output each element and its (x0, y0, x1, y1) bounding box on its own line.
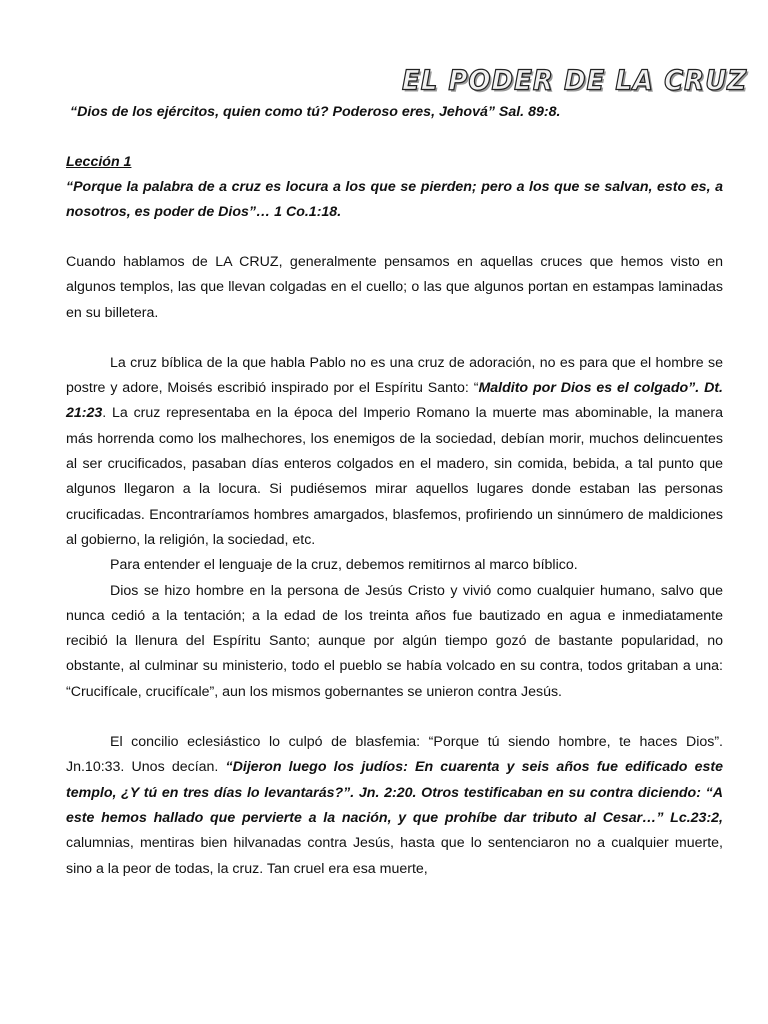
paragraph-2-text-b: . La cruz representaba en la época del Imperio Romano la muerte mas abominable, la manera más horrenda como los malhechores, los enemigos de la sociedad, debían morir, muchos delincuentes al ser crucificados, pasaban días enteros colgados en el madero, sin comida, bebida, a tal punto que algunos llegaron a la locura. Si pudiésemos mirar aquellos lugares donde estaban las personas crucificadas. Encontraríamos hombres amargados, blasfemos, profiriendo un sinnúmero de maldiciones al gobierno, la religión, la sociedad, etc. (66, 405, 723, 548)
document-title: EL PODER DE LA CRUZ (402, 65, 748, 97)
paragraph-5-text-b: calumnias, mentiras bien hilvanadas contra Jesús, hasta que lo sentenciaron no a cualquier muerte, sino a la peor de todas, la cruz. Tan cruel era esa muerte, (66, 835, 723, 877)
paragraph-5 (66, 730, 723, 882)
lesson-key-verse: “Porque la palabra de a cruz es locura a los que se pierden; pero a los que se salvan, esto es, a nosotros, es poder de Dios”… 1 Co.1:18. (66, 179, 723, 221)
body-text (66, 250, 723, 882)
paragraph-3: Para entender el lenguaje de la cruz, debemos remitirnos al marco bíblico. (110, 557, 578, 574)
paragraph-4: Dios se hizo hombre en la persona de Jesús Cristo y vivió como cualquier humano, salvo que nunca cedió a la tentación; a la edad de los treinta años fue bautizado en agua e inmediatamente recibió la llenura del Espíritu Santo; aunque por algún tiempo gozó de bastante popularidad, no obstante, al culminar su ministerio, todo el pueblo se había volcado en su contra, todos gritaban a una: “Crucifícale, crucifícale”, aun los mismos gobernantes se unieron contra Jesús. (66, 582, 723, 700)
epigraph: “Dios de los ejércitos, quien como tú? Poderoso eres, Jehová” Sal. 89:8. (70, 104, 561, 120)
paragraph-5-citation: “Dijeron luego los judíos: En cuarenta y seis años fue edificado este templo, ¿Y tú en tres días lo levantarás?”. Jn. 2:20. Otros testificaban en su contra diciendo: “A este hemos hallado que pervierte a la nación, y que prohíbe dar tributo al Cesar…” Lc.23:2, (66, 759, 723, 826)
paragraph-1: Cuando hablamos de LA CRUZ, generalmente pensamos en aquellas cruces que hemos visto en algunos templos, las que llevan colgadas en el cuello; o las que algunos portan en estampas laminadas en su billetera. (66, 254, 723, 321)
paragraph-2-text-a: La cruz bíblica de la que habla Pablo no es una cruz de adoración, no es para que el hombre se postre y adore, Moisés escribió inspirado por el Espíritu Santo: “ (66, 354, 723, 397)
paragraph-2 (66, 351, 723, 553)
paragraph-2-citation: Maldito por Dios es el colgado”. Dt. 21:23 (66, 380, 723, 422)
paragraph-5-text-a: El concilio eclesiástico lo culpó de blasfemia: “Porque tú siendo hombre, te haces Dios”. Jn.10:33. Unos decían. (66, 734, 723, 776)
lesson-heading: Lección 1 (66, 154, 132, 170)
